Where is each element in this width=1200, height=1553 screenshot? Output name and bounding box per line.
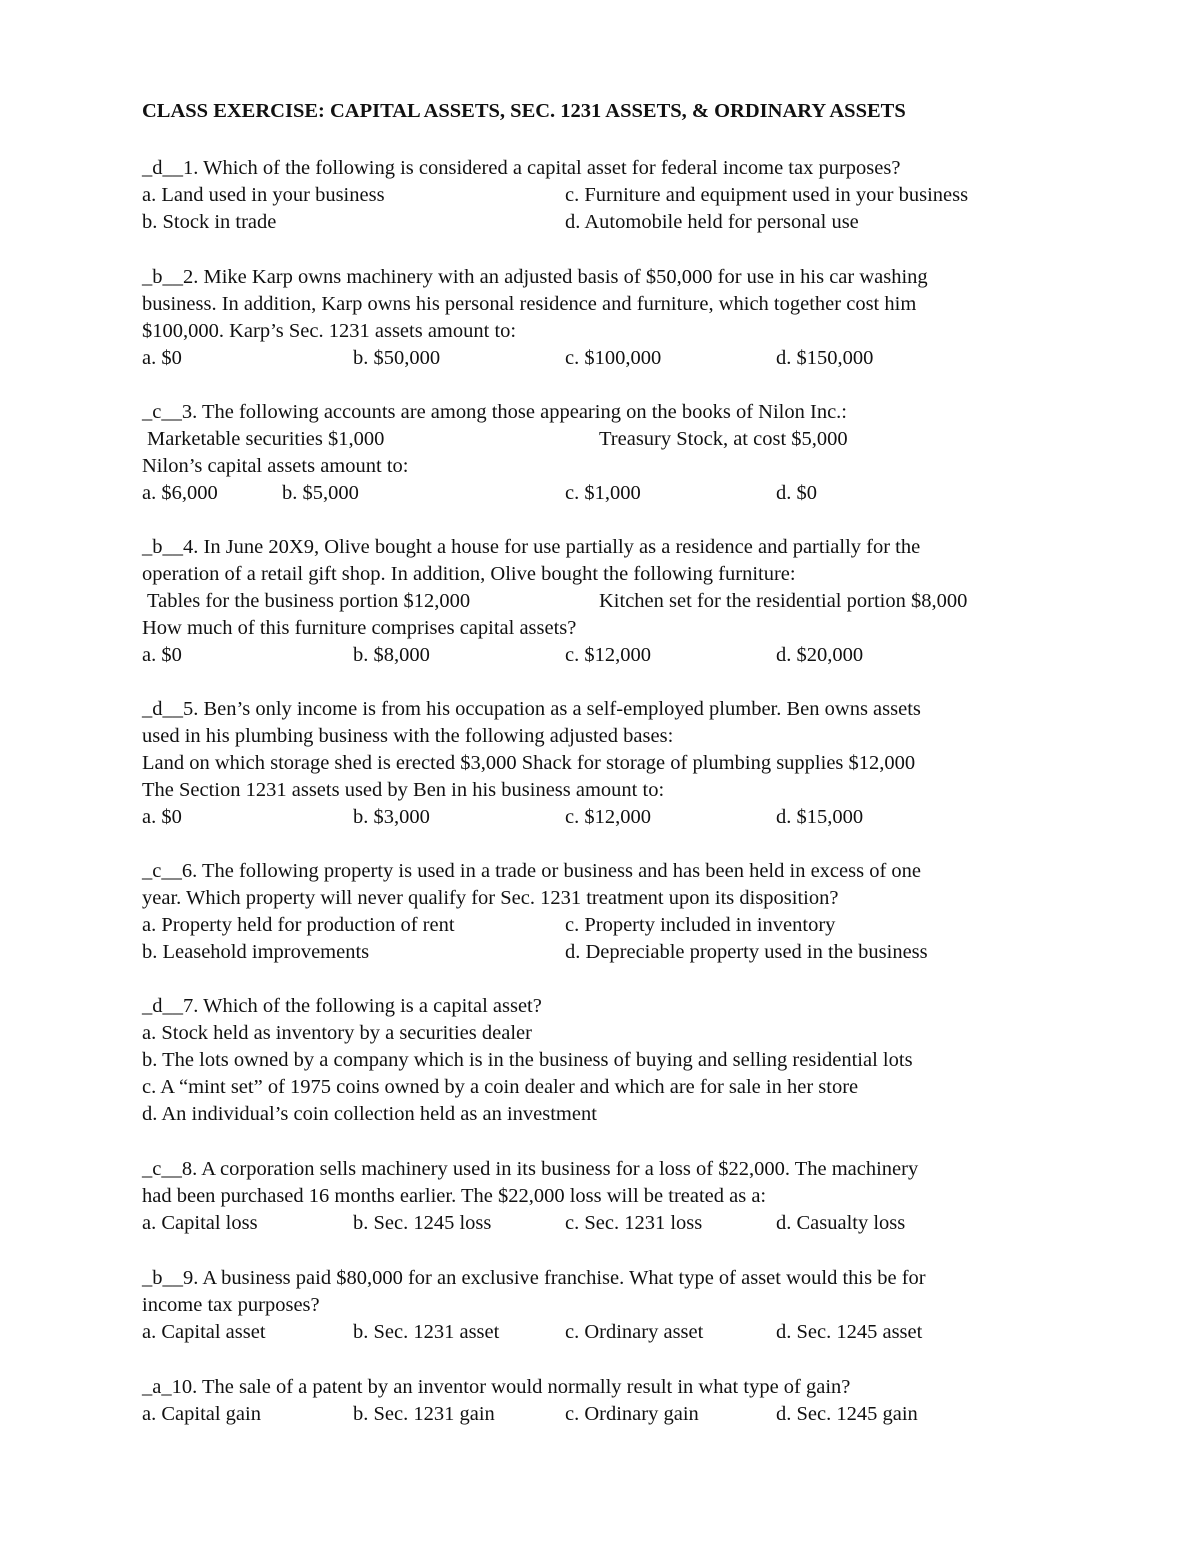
- option-a: a. Property held for production of rent: [142, 914, 455, 936]
- option-c: c. $12,000: [565, 806, 651, 828]
- option-d: d. Automobile held for personal use: [565, 211, 859, 233]
- option-c: c. A “mint set” of 1975 coins owned by a coin dealer and which are for sale in her store: [142, 1076, 859, 1098]
- question-6-stem: _c__6. The following property is used in a trade or business and has been held in excess of one: [142, 860, 921, 882]
- option-b: b. $5,000: [282, 482, 359, 504]
- option-a: a. $0: [142, 806, 182, 828]
- option-c: c. Sec. 1231 loss: [565, 1212, 703, 1234]
- option-b: b. Sec. 1231 gain: [353, 1403, 495, 1425]
- option-c: c. Ordinary gain: [565, 1403, 699, 1425]
- question-7-stem: _d__7. Which of the following is a capital asset?: [142, 995, 542, 1017]
- question-6-stem-line-2: year. Which property will never qualify for Sec. 1231 treatment upon its disposition?: [142, 887, 839, 909]
- option-c: c. Ordinary asset: [565, 1321, 704, 1343]
- option-d: d. $150,000: [776, 347, 874, 369]
- option-a: a. Capital asset: [142, 1321, 266, 1343]
- option-d: d. An individual’s coin collection held as an investment: [142, 1103, 597, 1125]
- question-4-stem: _b__4. In June 20X9, Olive bought a house for use partially as a residence and partially for the: [142, 536, 921, 558]
- question-2-stem: _b__2. Mike Karp owns machinery with an adjusted basis of $50,000 for use in his car washing: [142, 266, 928, 288]
- option-d: d. Sec. 1245 asset: [776, 1321, 923, 1343]
- option-b: b. $50,000: [353, 347, 441, 369]
- question-4-stem-line-2: operation of a retail gift shop. In addition, Olive bought the following furniture:: [142, 563, 796, 585]
- option-a: a. $6,000: [142, 482, 218, 504]
- question-4-prompt: How much of this furniture comprises capital assets?: [142, 617, 577, 639]
- option-c: c. Furniture and equipment used in your business: [565, 184, 969, 206]
- question-2-stem-line-3: $100,000. Karp’s Sec. 1231 assets amount to:: [142, 320, 517, 342]
- question-9-stem-line-2: income tax purposes?: [142, 1294, 320, 1316]
- option-c: c. $12,000: [565, 644, 651, 666]
- question-5-stem: _d__5. Ben’s only income is from his occupation as a self-employed plumber. Ben owns assets: [142, 698, 921, 720]
- option-b: b. Sec. 1245 loss: [353, 1212, 492, 1234]
- account-item: Treasury Stock, at cost $5,000: [599, 428, 848, 450]
- option-a: a. Land used in your business: [142, 184, 385, 206]
- option-c: c. $100,000: [565, 347, 662, 369]
- question-8-stem-line-2: had been purchased 16 months earlier. The $22,000 loss will be treated as a:: [142, 1185, 767, 1207]
- option-c: c. Property included in inventory: [565, 914, 836, 936]
- option-d: d. $20,000: [776, 644, 864, 666]
- question-10-stem: _a_10. The sale of a patent by an inventor would normally result in what type of gain?: [142, 1376, 851, 1398]
- option-b: b. Stock in trade: [142, 211, 277, 233]
- option-c: c. $1,000: [565, 482, 641, 504]
- option-a: a. $0: [142, 644, 182, 666]
- option-a: a. Capital loss: [142, 1212, 258, 1234]
- furniture-item: Kitchen set for the residential portion $8,000: [599, 590, 968, 612]
- question-5-prompt: The Section 1231 assets used by Ben in his business amount to:: [142, 779, 665, 801]
- question-3-prompt: Nilon’s capital assets amount to:: [142, 455, 409, 477]
- question-9-stem: _b__9. A business paid $80,000 for an exclusive franchise. What type of asset would this be for: [142, 1267, 926, 1289]
- option-d: d. Casualty loss: [776, 1212, 906, 1234]
- option-d: d. $0: [776, 482, 817, 504]
- option-b: b. The lots owned by a company which is in the business of buying and selling residential lots: [142, 1049, 913, 1071]
- question-2-stem-line-2: business. In addition, Karp owns his personal residence and furniture, which together cost him: [142, 293, 917, 315]
- option-b: b. Leasehold improvements: [142, 941, 370, 963]
- option-d: d. $15,000: [776, 806, 864, 828]
- page-title: CLASS EXERCISE: CAPITAL ASSETS, SEC. 1231 ASSETS, & ORDINARY ASSETS: [142, 100, 906, 122]
- option-b: b. $3,000: [353, 806, 430, 828]
- question-5-assets: Land on which storage shed is erected $3,000 Shack for storage of plumbing supplies $12,000: [142, 752, 916, 774]
- question-1-stem: _d__1. Which of the following is considered a capital asset for federal income tax purposes?: [142, 157, 901, 179]
- option-a: a. Capital gain: [142, 1403, 261, 1425]
- option-a: a. Stock held as inventory by a securities dealer: [142, 1022, 532, 1044]
- question-8-stem: _c__8. A corporation sells machinery used in its business for a loss of $22,000. The machinery: [142, 1158, 919, 1180]
- account-item: Marketable securities $1,000: [147, 428, 385, 450]
- option-d: d. Sec. 1245 gain: [776, 1403, 918, 1425]
- question-3-stem: _c__3. The following accounts are among those appearing on the books of Nilon Inc.:: [142, 401, 847, 423]
- option-b: b. $8,000: [353, 644, 430, 666]
- question-5-stem-line-2: used in his plumbing business with the following adjusted bases:: [142, 725, 674, 747]
- option-d: d. Depreciable property used in the business: [565, 941, 928, 963]
- option-a: a. $0: [142, 347, 182, 369]
- furniture-item: Tables for the business portion $12,000: [147, 590, 471, 612]
- option-b: b. Sec. 1231 asset: [353, 1321, 500, 1343]
